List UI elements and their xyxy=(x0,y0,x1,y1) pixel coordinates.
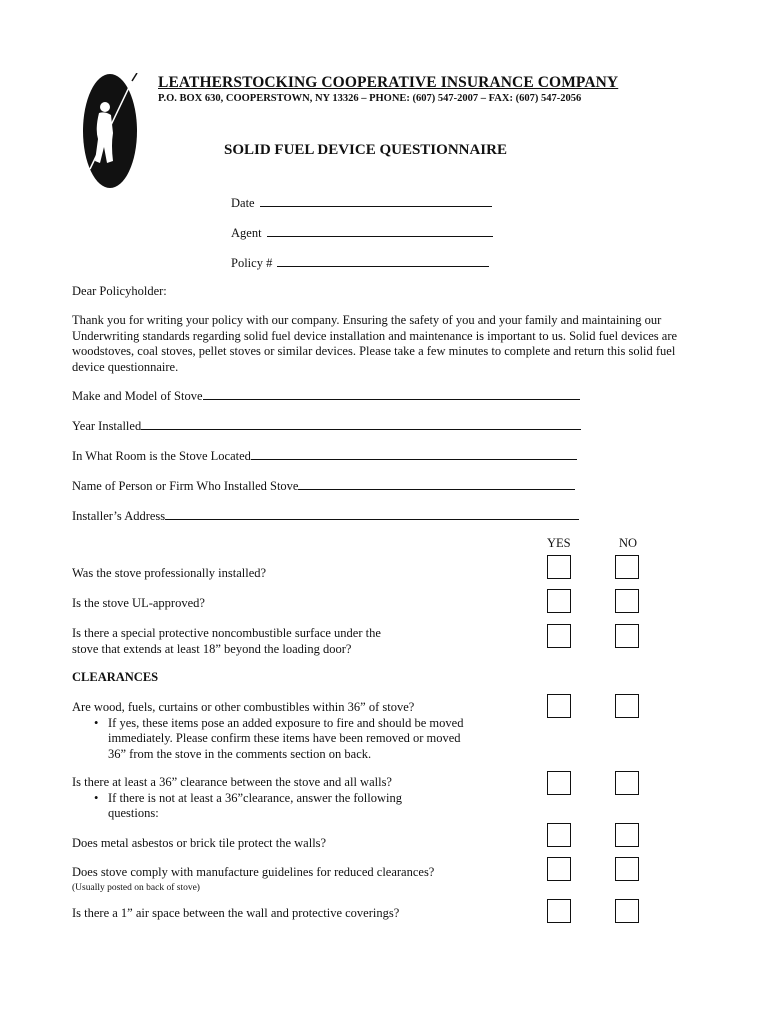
installer-input-line[interactable] xyxy=(298,477,575,490)
combustibles-bullet xyxy=(72,716,463,763)
q7-no-checkbox[interactable] xyxy=(615,857,639,881)
question-protective-surface xyxy=(72,626,381,657)
question-combustibles xyxy=(72,700,463,762)
q1-yes-checkbox[interactable] xyxy=(547,555,571,579)
greeting: Dear Policyholder: xyxy=(72,284,167,298)
room-field xyxy=(72,447,577,464)
year-label: Year Installed xyxy=(72,419,142,433)
question-air-space: Is there a 1” air space between the wall and protective coverings? xyxy=(72,906,400,920)
q1-no-checkbox[interactable] xyxy=(615,555,639,579)
manufacturer-guidelines-note: (Usually posted on back of stove) xyxy=(72,882,200,893)
date-label: Date xyxy=(231,196,255,210)
make-model-field xyxy=(72,387,580,404)
year-field xyxy=(72,417,581,434)
agent-label: Agent xyxy=(231,226,262,240)
make-model-input-line[interactable] xyxy=(203,387,580,400)
q5-no-checkbox[interactable] xyxy=(615,771,639,795)
agent-field xyxy=(231,224,493,241)
q8-no-checkbox[interactable] xyxy=(615,899,639,923)
q4-yes-checkbox[interactable] xyxy=(547,694,571,718)
wall-clearance-bullet xyxy=(72,791,402,822)
combustibles-bullet-line3: 36” from the stove in the comments section on back. xyxy=(108,746,372,761)
policy-label: Policy # xyxy=(231,256,273,270)
policy-field xyxy=(231,254,489,271)
no-column-header: NO xyxy=(619,536,638,550)
make-model-label: Make and Model of Stove xyxy=(72,389,203,403)
question-wall-clearance xyxy=(72,775,402,822)
question-protective-surface-line2: stove that extends at least 18” beyond the loading door? xyxy=(72,641,352,656)
wall-clearance-bullet-list xyxy=(72,791,402,822)
question-professional-install: Was the stove professionally installed? xyxy=(72,566,267,580)
company-address: P.O. BOX 630, COOPERSTOWN, NY 13326 – PHONE: (607) 547-2007 – FAX: (607) 547-2056 xyxy=(158,93,582,104)
q4-no-checkbox[interactable] xyxy=(615,694,639,718)
installer-address-input-line[interactable] xyxy=(165,507,579,520)
year-input-line[interactable] xyxy=(141,417,581,430)
combustibles-bullet-line1: • If yes, these items pose an added exposure to fire and should be moved xyxy=(108,715,464,730)
wall-clearance-bullet-line2: questions: xyxy=(108,806,159,820)
date-input-line[interactable] xyxy=(260,194,492,207)
q2-no-checkbox[interactable] xyxy=(615,589,639,613)
question-wall-clearance-text: Is there at least a 36” clearance between the stove and all walls? xyxy=(72,775,392,789)
q2-yes-checkbox[interactable] xyxy=(547,589,571,613)
company-name: LEATHERSTOCKING COOPERATIVE INSURANCE COMPANY xyxy=(158,74,619,91)
question-ul-approved: Is the stove UL-approved? xyxy=(72,596,205,610)
q6-yes-checkbox[interactable] xyxy=(547,823,571,847)
installer-field xyxy=(72,477,575,494)
question-manufacturer-guidelines xyxy=(72,865,434,896)
q6-no-checkbox[interactable] xyxy=(615,823,639,847)
question-protective-surface-line1: Is there a special protective noncombustible surface under the xyxy=(72,626,381,640)
combustibles-bullet-list xyxy=(72,716,463,763)
date-field xyxy=(231,194,492,211)
installer-address-label: Installer’s Address xyxy=(72,509,166,523)
q5-yes-checkbox[interactable] xyxy=(547,771,571,795)
q3-no-checkbox[interactable] xyxy=(615,624,639,648)
company-logo xyxy=(82,73,138,189)
q7-yes-checkbox[interactable] xyxy=(547,857,571,881)
question-combustibles-text: Are wood, fuels, curtains or other combustibles within 36” of stove? xyxy=(72,700,415,714)
form-title: SOLID FUEL DEVICE QUESTIONNAIRE xyxy=(224,142,507,158)
wall-clearance-bullet-line1: • If there is not at least a 36”clearance, answer the following xyxy=(108,790,402,805)
combustibles-bullet-line2: immediately. Please confirm these items have been removed or moved xyxy=(108,731,461,745)
policy-input-line[interactable] xyxy=(277,254,489,267)
question-wall-protection: Does metal asbestos or brick tile protect the walls? xyxy=(72,836,327,850)
intro-paragraph: Thank you for writing your policy with our company. Ensuring the safety of you and your family and maintaining our Underwriting standards regarding solid fuel device installation and maintenance is important to us. Solid fuel devices are woodstoves, coal stoves, pellet stoves or similar devices. Please take a few minutes to complete and return this solid fuel device questionnaire. xyxy=(72,313,678,374)
yes-column-header: YES xyxy=(547,536,571,550)
clearances-heading: CLEARANCES xyxy=(72,670,159,684)
installer-address-field xyxy=(72,507,579,524)
q3-yes-checkbox[interactable] xyxy=(547,624,571,648)
room-input-line[interactable] xyxy=(251,447,577,460)
agent-input-line[interactable] xyxy=(267,224,493,237)
installer-label: Name of Person or Firm Who Installed Stove xyxy=(72,479,299,493)
question-manufacturer-guidelines-text: Does stove comply with manufacture guidelines for reduced clearances? xyxy=(72,865,435,879)
q8-yes-checkbox[interactable] xyxy=(547,899,571,923)
room-label: In What Room is the Stove Located xyxy=(72,449,251,463)
